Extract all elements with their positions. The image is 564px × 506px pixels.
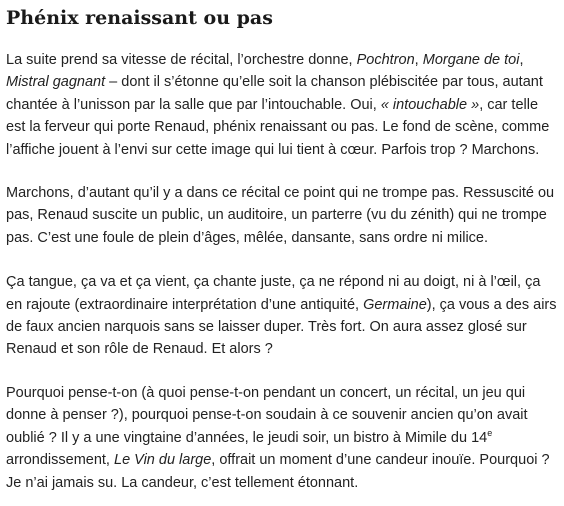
text-run: , <box>414 52 423 68</box>
text-run: La suite prend sa vitesse de récital, l’orchestre donne, <box>6 52 357 68</box>
text-run: , <box>519 52 524 68</box>
song-title-germaine: Germaine <box>363 296 427 313</box>
text-run: ), ça vous a des airs de faux ancien narquois sans se laisser duper. Très fort. On aura assez glosé sur Renaud et son rôle de Renaud. Et alors ? <box>6 296 557 358</box>
song-title-mistral: Mistral gagnant <box>6 74 106 91</box>
paragraph-2: Marchons, d’autant qu’il y a dans ce récital ce point qui ne trompe pas. Ressuscité ou pas, Renaud suscite un public, un auditoire, un parterre (vu du zénith) qui ne trompe pas. C’est une foule de plein d’âges, mêlée, dansante, sans ordre ni milice. <box>6 185 555 246</box>
song-title-morgane: Morgane de toi <box>422 52 520 68</box>
article <box>6 6 558 494</box>
text-run: arrondissement, <box>6 452 114 469</box>
text-run: , car telle est la ferveur qui porte Renaud, phénix renaissant ou pas. Le fond de scène, comme l’affiche jouent à l’envi sur cette image qui lui tient à cœur. Parfois trop ? Marchons. <box>6 96 550 158</box>
text-run: Pourquoi pense-t-on (à quoi pense-t-on pendant un concert, un récital, un jeu qui donne à penser ?), pourquoi pense-t-on soudain à ce souvenir ancien qu’on avait oublié ? Il y a une vingtaine d’années, le jeudi soir, un bistro à Mimile du 14 <box>6 384 528 446</box>
text-run: Ça tangue, ça va et ça vient, ça chante juste, ça ne répond ni au doigt, ni à l’œil, ça en rajoute (extraordinaire interprétation d’une antiquité, <box>6 274 541 313</box>
paragraph-3 <box>6 271 558 361</box>
paragraph-4 <box>6 382 558 494</box>
ordinal-suffix: e <box>487 427 493 438</box>
section-heading: Phénix renaissant ou pas <box>6 7 273 29</box>
text-run: – dont il s’étonne qu’elle soit la chanson plébiscitée par tous, autant chantée à l’unisson par la salle que par l’intouchable. Oui, <box>6 74 543 113</box>
song-title-pochtron: Pochtron <box>356 52 415 68</box>
quote-intouchable: « intouchable » <box>380 96 480 113</box>
text-run: , offrait un moment d’une candeur inouïe. Pourquoi ? Je n’ai jamais su. La candeur, c’est tellement étonnant. <box>6 452 550 491</box>
place-name-vin-du-large: Le Vin du large <box>114 452 212 469</box>
paragraph-1 <box>6 49 558 161</box>
